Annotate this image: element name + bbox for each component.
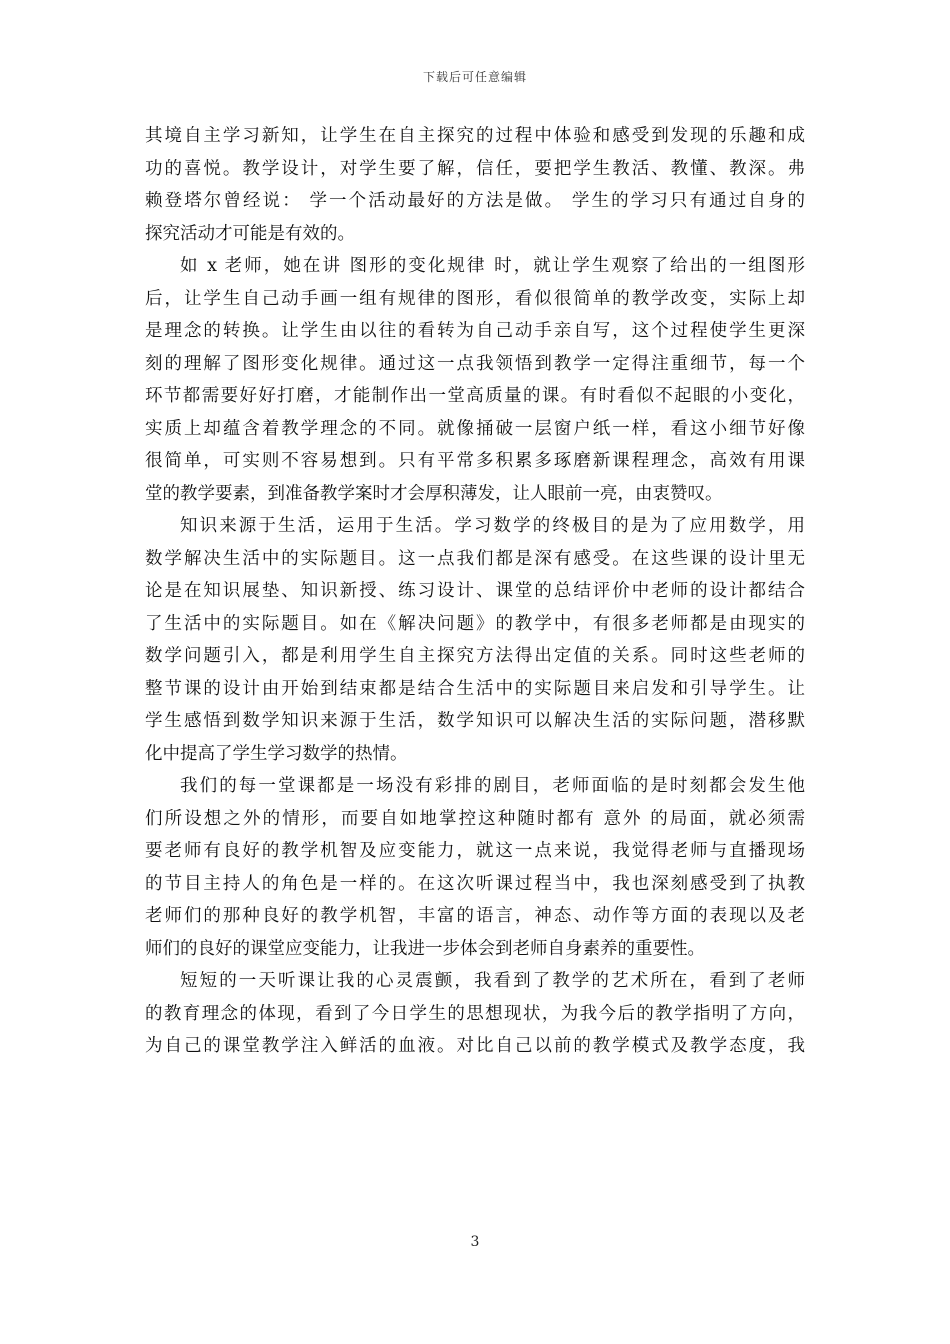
document-body (145, 120, 805, 1063)
text-line: 探究活动才可能是有效的。 (145, 223, 355, 244)
text-line: 实质上却蕴含着教学理念的不同。就像捅破一层窗户纸一样，看这小细节好像 (145, 418, 805, 439)
text-line: 了生活中的实际题目。如在《解决问题》的教学中，有很多老师都是由现实的 (145, 613, 805, 634)
text-line: 我们的每一堂课都是一场没有彩排的剧目，老师面临的是时刻都会发生他 (180, 776, 805, 796)
text-line: 很简单，可实则不容易想到。只有平常多积累多琢磨新课程理念，高效有用课 (145, 451, 805, 471)
text-line: 是理念的转换。让学生由以往的看转为自己动手亲自写，这个过程使学生更深 (145, 321, 805, 341)
text-line: 学生感悟到数学知识来源于生活，数学知识可以解决生活的实际问题，潜移默 (145, 711, 805, 731)
text-line: 论是在知识展垫、知识新授、练习设计、课堂的总结评价中老师的设计都结合 (145, 581, 805, 601)
text-line: 短短的一天听课让我的心灵震颤，我看到了教学的艺术所在，看到了老师 (180, 971, 805, 991)
text-line: 整节课的设计由开始到结束都是结合生活中的实际题目来启发和引导学生。让 (145, 678, 805, 699)
text-line: 刻的理解了图形变化规律。通过这一点我领悟到教学一定得注重细节，每一个 (145, 353, 805, 374)
paragraph (145, 120, 805, 250)
text-line: 如 x 老师，她在讲 图形的变化规律 时，就让学生观察了给出的一组图形 (180, 256, 805, 276)
text-line: 功的喜悦。教学设计，对学生要了解，信任，要把学生教活、教懂、教深。弗 (145, 158, 805, 179)
text-line: 数学解决生活中的实际题目。这一点我们都是深有感受。在这些课的设计里无 (145, 548, 805, 569)
paragraph (145, 965, 805, 1063)
paragraph (145, 770, 805, 965)
text-line: 其境自主学习新知，让学生在自主探究的过程中体验和感受到发现的乐趣和成 (145, 126, 805, 146)
text-line: 化中提高了学生学习数学的热情。 (145, 743, 408, 764)
text-line: 们所设想之外的情形，而要自如地掌控这种随时都有 意外 的局面，就必须需 (145, 808, 805, 829)
text-line: 要老师有良好的教学机智及应变能力，就这一点来说，我觉得老师与直播现场 (145, 841, 805, 861)
text-line: 数学问题引入，都是利用学生自主探究方法得出定值的关系。同时这些老师的 (145, 646, 805, 666)
text-line: 堂的教学要素，到准备教学案时才会厚积薄发，让人眼前一亮，由衷赞叹。 (145, 483, 723, 504)
paragraph (145, 510, 805, 770)
text-line: 赖登塔尔曾经说： 学一个活动最好的方法是做。 学生的学习只有通过自身的 (145, 191, 805, 211)
page-header: 下载后可任意编辑 (422, 70, 527, 84)
text-line: 为自己的课堂教学注入鲜活的血液。对比自己以前的教学模式及教学态度，我 (145, 1036, 805, 1056)
text-line: 的节目主持人的角色是一样的。在这次听课过程当中，我也深刻感受到了执教 (145, 873, 805, 894)
text-line: 环节都需要好好打磨，才能制作出一堂高质量的课。有时看似不起眼的小变化， (145, 386, 805, 406)
text-line: 的教育理念的体现，看到了今日学生的思想现状，为我今后的教学指明了方向， (145, 1003, 805, 1024)
text-line: 知识来源于生活，运用于生活。学习数学的终极目的是为了应用数学，用 (180, 516, 805, 536)
text-line: 师们的良好的课堂应变能力，让我进一步体会到老师自身素养的重要性。 (145, 938, 705, 959)
text-line: 后，让学生自己动手画一组有规律的图形，看似很简单的教学改变，实际上却 (145, 288, 805, 309)
text-line: 老师们的那种良好的教学机智，丰富的语言，神态、动作等方面的表现以及老 (145, 906, 805, 926)
page-number: 3 (470, 1234, 480, 1250)
paragraph (145, 250, 805, 510)
